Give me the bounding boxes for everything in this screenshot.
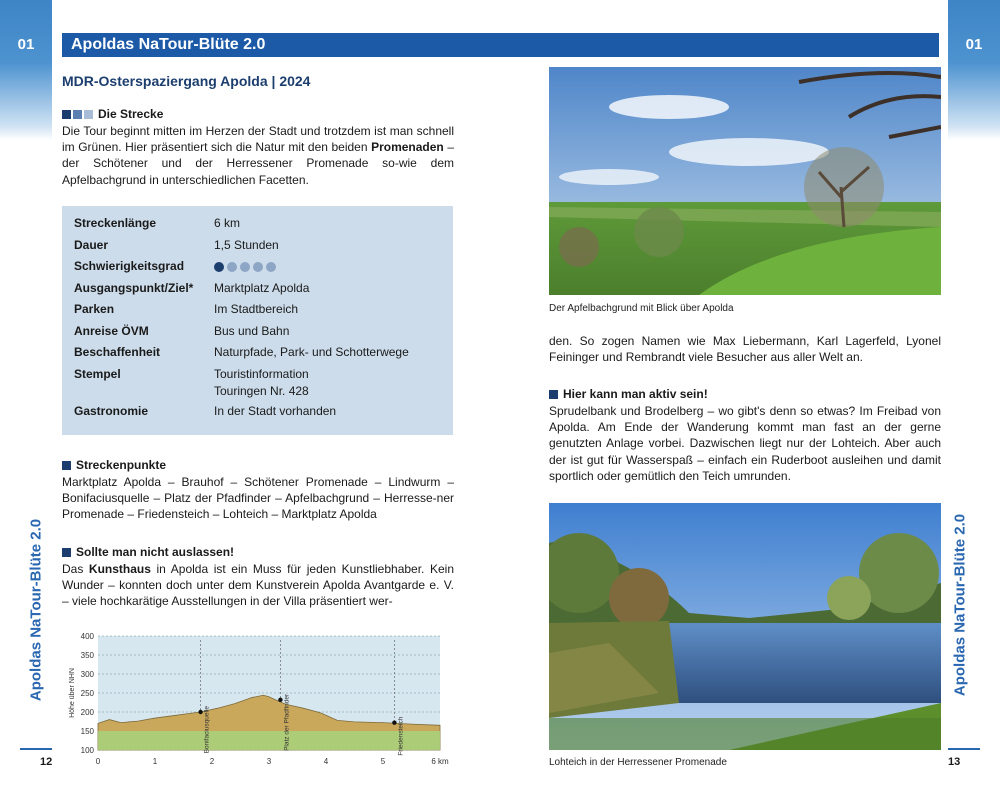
square-icon [84, 110, 93, 119]
strecke-text-part: Die Tour beginnt mitten im Herzen der Stadt und trotzdem ist man schnell im Grünen. Hier präsentiert sich die Natur mit den beiden [62, 124, 454, 155]
marker-point [278, 698, 282, 702]
facts-row [74, 235, 453, 257]
left-chapter-tab [0, 0, 52, 140]
x-tick-label: 3 [266, 757, 272, 766]
facts-row [74, 256, 453, 278]
footer-line-left [20, 748, 52, 750]
aktiv-heading-text: Hier kann man aktiv sein! [563, 387, 708, 401]
square-icon [62, 461, 71, 470]
facts-value: 1,5 Stunden [214, 237, 279, 252]
facts-key: Streckenlänge [74, 216, 157, 230]
facts-row [74, 342, 453, 364]
streckenpunkte-heading-text: Streckenpunkte [76, 458, 167, 472]
aktiv-heading [549, 387, 941, 401]
chapter-title-bar: Apoldas NaTour-Blüte 2.0 [62, 33, 939, 57]
facts-value: Touristinformation [214, 366, 309, 381]
right-chapter-tab [948, 0, 1000, 140]
square-icon [62, 548, 71, 557]
strecke-heading [62, 107, 454, 121]
facts-row [74, 321, 453, 343]
photo-caption-top: Der Apfelbachgrund mit Blick über Apolda [549, 303, 734, 314]
y-tick-label: 100 [80, 746, 94, 755]
photo-lohteich [549, 503, 941, 750]
chart-base-overlay [98, 731, 440, 750]
facts-key: Schwierigkeitsgrad [74, 259, 185, 273]
facts-value: In der Stadt vorhanden [214, 403, 337, 418]
facts-key: Anreise ÖVM [74, 323, 149, 338]
facts-value: Naturpfade, Park- und Schotterwege [214, 345, 409, 359]
facts-value: 6 km [214, 216, 241, 230]
nicht-auslassen-part: Das [62, 562, 89, 576]
facts-value: Bus und Bahn [214, 323, 290, 338]
difficulty-dot-empty [240, 262, 250, 272]
x-tick-label: 2 [209, 757, 215, 766]
facts-key: Dauer [74, 237, 109, 252]
marker-label: Platz der Pfadfinder [283, 693, 291, 751]
nicht-auslassen-heading [62, 545, 454, 559]
square-icon [62, 110, 71, 119]
y-tick-label: 400 [80, 632, 94, 641]
strecke-heading-text: Die Strecke [98, 107, 164, 121]
photo-apfelbachgrund-image [549, 67, 941, 295]
nicht-auslassen-heading-text: Sollte man nicht auslassen! [76, 545, 235, 559]
y-tick-label: 300 [80, 670, 94, 679]
section-strecke [62, 107, 454, 188]
nicht-auslassen-text [62, 561, 454, 610]
facts-row [74, 278, 453, 300]
facts-value: Marktplatz Apolda [214, 280, 310, 295]
y-tick-label: 150 [80, 727, 94, 736]
vertical-title-left: Apoldas NaTour-Blüte 2.0 [27, 518, 45, 702]
chapter-number-right: 01 [965, 36, 983, 53]
streckenpunkte-text: Marktplatz Apolda – Brauhof – Schötener Promenade – Lindwurm – Bonifaciusquelle – Platz der Pfadfinder – Apfelbachgrund – Herresse-ner Promenade – Friedensteich – Lohteich – Marktplatz Apolda [62, 475, 454, 522]
y-tick-label: 250 [80, 689, 94, 698]
x-tick-label: 5 [380, 757, 386, 766]
marker-point [392, 720, 396, 724]
continued-text: den. So zogen Namen wie Max Liebermann, Karl Lagerfeld, Lyonel Feininger und Rembrandt viele Besucher aus aller Welt an. [549, 334, 941, 365]
x-tick-label: 6 km [431, 757, 449, 766]
facts-key: Beschaffenheit [74, 345, 161, 359]
nicht-auslassen-bold: Kunsthaus [88, 562, 151, 576]
page-subtitle: MDR-Osterspaziergang Apolda | 2024 [62, 73, 311, 89]
square-icon [73, 110, 82, 119]
facts-key: Ausgangspunkt/Ziel* [74, 280, 194, 295]
facts-row [74, 364, 453, 400]
facts-box [62, 206, 453, 435]
chapter-number-left: 01 [17, 36, 35, 53]
difficulty-rating [214, 256, 279, 278]
marker-label: Bonifaciusquelle [203, 706, 211, 754]
facts-row [74, 213, 453, 235]
difficulty-dot-empty [266, 262, 276, 272]
facts-value: Im Stadtbereich [214, 302, 299, 316]
photo-caption-bottom: Lohteich in der Herressener Promenade [549, 757, 727, 768]
facts-row [74, 401, 453, 423]
difficulty-dot-empty [253, 262, 263, 272]
photo-lohteich-image [549, 503, 941, 750]
strecke-text-bold: Promenaden [371, 140, 444, 155]
page-number-right: 13 [948, 756, 961, 768]
photo-apfelbachgrund [549, 67, 941, 295]
difficulty-dot-empty [227, 262, 237, 272]
section-nicht-auslassen [62, 545, 454, 610]
footer-line-right [948, 748, 980, 750]
facts-key: Stempel [74, 366, 121, 381]
marker-point [198, 710, 202, 714]
facts-row [74, 299, 453, 321]
facts-value-line2: Touringen Nr. 428 [214, 383, 309, 398]
x-tick-label: 0 [95, 757, 101, 766]
section-aktiv [549, 387, 941, 484]
strecke-text-part: – der Schötener und der Herressener Promenade so-wie dem Apfelbachgrund in unterschiedlichen Facetten. [62, 140, 454, 187]
facts-key: Parken [74, 302, 115, 316]
y-tick-label: 200 [80, 708, 94, 717]
section-streckenpunkte [62, 458, 454, 523]
vertical-title-right: Apoldas NaTour-Blüte 2.0 [951, 513, 969, 697]
elevation-profile-chart [62, 628, 452, 773]
x-tick-label: 1 [152, 757, 158, 766]
strecke-text [62, 123, 454, 188]
nicht-auslassen-part: in Apolda ist ein Muss für jeden Kunstliebhaber. Kein Wunder – konnten doch unter dem Kunstverein Apolda Avantgarde e. V. – viele hochkarätige Ausstellungen in der Villa präsentiert wer- [62, 562, 454, 609]
streckenpunkte-heading [62, 458, 454, 472]
facts-key: Gastronomie [74, 403, 149, 418]
y-axis-label: Höhe über NHN [69, 668, 76, 718]
difficulty-dot-filled [214, 262, 224, 272]
aktiv-text: Sprudelbank und Brodelberg – wo gibt's denn so etwas? Im Freibad von Apolda. Am Ende der Wanderung kommt man fast an der gerne genutzten Anlage vorbei. Dazwischen liegt nur der Lohteich. Aber auch der ist gut für Wasserspaß – einfach ein Ruderboot ausleihen und damit sportlich oder gemütlich den Teich umrunden. [549, 404, 941, 483]
page-number-left: 12 [40, 756, 53, 768]
x-tick-label: 4 [323, 757, 329, 766]
square-icon [549, 390, 558, 399]
y-tick-label: 350 [80, 651, 94, 660]
marker-label: Friedensteich [397, 716, 405, 756]
